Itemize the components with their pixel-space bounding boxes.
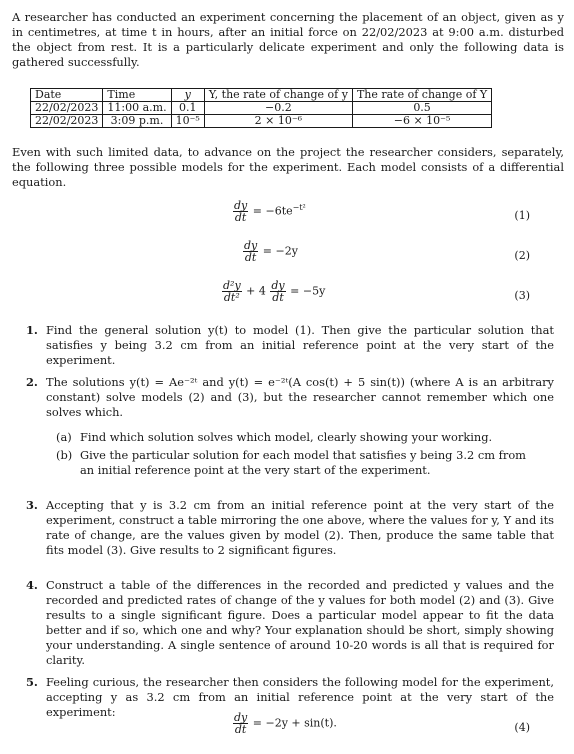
fraction-d2y-dt2: $\frac{\text{d²y}}{\text{dt²}}$ [223, 279, 241, 304]
question-3 [26, 498, 554, 558]
question-number: 2. [26, 375, 38, 389]
question-text: The solutions y(t) = Ae⁻²ᵗ and y(t) = e⁻²ᵗ(A cos(t) + 5 sin(t)) (where A is an arbitrary constant) solve models (2) and (3), but the researcher cannot remember which one solves which. [46, 375, 554, 419]
part-text: Find which solution solves which model, clearly showing your working. [80, 430, 493, 444]
fraction-dy-dt: $\frac{dy}{dt}$ [271, 279, 285, 304]
part-label: (a) [56, 430, 72, 444]
table-row [31, 115, 492, 128]
equation-rhs: = −5y [290, 284, 326, 298]
table-cell: −6 × 10⁻⁵ [352, 115, 491, 128]
question-number: 1. [26, 323, 38, 337]
part-text: Give the particular solution for each model that satisfies y being 3.2 cm from an initial reference point at the very start of the experiment. [80, 448, 526, 477]
table-cell: 22/02/2023 [31, 115, 103, 128]
table-cell: 3:09 p.m. [103, 115, 171, 128]
equation-number: (3) [514, 289, 530, 302]
table-cell: 2 × 10⁻⁶ [204, 115, 352, 128]
context-paragraph: Even with such limited data, to advance on the project the researcher considers, separately, the following three possible models for the experiment. Each model consists of a differential equation. [12, 145, 564, 189]
fraction-dy-dt: $\frac{dy}{dt}$ [244, 239, 258, 264]
table-header-rate-y: Y, the rate of change of y [204, 89, 352, 102]
equation-rhs: = −2y + sin(t). [252, 716, 337, 730]
question-1 [26, 323, 554, 368]
fraction-dy-dt: $\frac{dy}{dt}$ [234, 711, 248, 736]
equation-number: (1) [514, 209, 530, 222]
equation-rhs: = −2y [262, 244, 298, 258]
equation-rhs: = −6te [252, 204, 293, 218]
question-number: 5. [26, 675, 38, 689]
table-header-row [31, 89, 492, 102]
equation-plus-term: + 4 [246, 284, 266, 298]
data-table [30, 88, 492, 128]
question-text: Find the general solution y(t) to model (1). Then give the particular solution that satisfies y being 3.2 cm from an initial reference point at the very start of the experiment. [46, 323, 554, 367]
table-header-rate-Y: The rate of change of Y [352, 89, 491, 102]
table-cell: 0.1 [171, 102, 204, 115]
table-cell: 0.5 [352, 102, 491, 115]
table-row [31, 102, 492, 115]
question-text: Construct a table of the differences in the recorded and predicted y values and the recorded and predicted rates of change of the y values for both model (2) and (3). Give results to a single significant figure. Does a particular model appear to fit the data better and if so, which one and why? Your explanation should be short, simply showing your understanding. A single sentence of around 10-20 words is all that is required for clarity. [46, 578, 554, 667]
equation-4 [200, 712, 530, 742]
question-number: 4. [26, 578, 38, 592]
question-4 [26, 578, 554, 668]
table-header-time: Time [103, 89, 171, 102]
equation-2 [200, 240, 530, 270]
equation-number: (4) [514, 721, 530, 734]
table-cell: 10⁻⁵ [171, 115, 204, 128]
table-header-date: Date [31, 89, 103, 102]
question-2-part-a [56, 430, 526, 445]
table-cell: −0.2 [204, 102, 352, 115]
question-text: Feeling curious, the researcher then considers the following model for the experiment, accepting y as 3.2 cm from an initial reference point at the very start of the experiment: [46, 675, 554, 719]
question-text: Accepting that y is 3.2 cm from an initial reference point at the very start of the experiment, construct a table mirroring the one above, where the values for y, Y and its rate of change, are the values given by model (2). Then, produce the same table that fits model (3). Give results to 2 significant figures. [46, 498, 554, 557]
fraction-dy-dt: $\frac{dy}{dt}$ [234, 199, 248, 224]
table-cell: 22/02/2023 [31, 102, 103, 115]
table-cell: 11:00 a.m. [103, 102, 171, 115]
equation-3 [200, 280, 530, 310]
equation-exponent: −t² [292, 202, 306, 212]
equation-number: (2) [514, 249, 530, 262]
question-number: 3. [26, 498, 38, 512]
intro-paragraph: A researcher has conducted an experiment concerning the placement of an object, given as y in centimetres, at time t in hours, after an initial force on 22/02/2023 at 9:00 a.m. disturbed the object from rest. It is a particularly delicate experiment and only the following data is gathered successfully. [12, 10, 564, 69]
part-label: (b) [56, 448, 73, 462]
equation-1 [200, 200, 530, 230]
table-header-y: y [171, 89, 204, 102]
question-2 [26, 375, 554, 420]
question-2-part-b [56, 448, 526, 478]
